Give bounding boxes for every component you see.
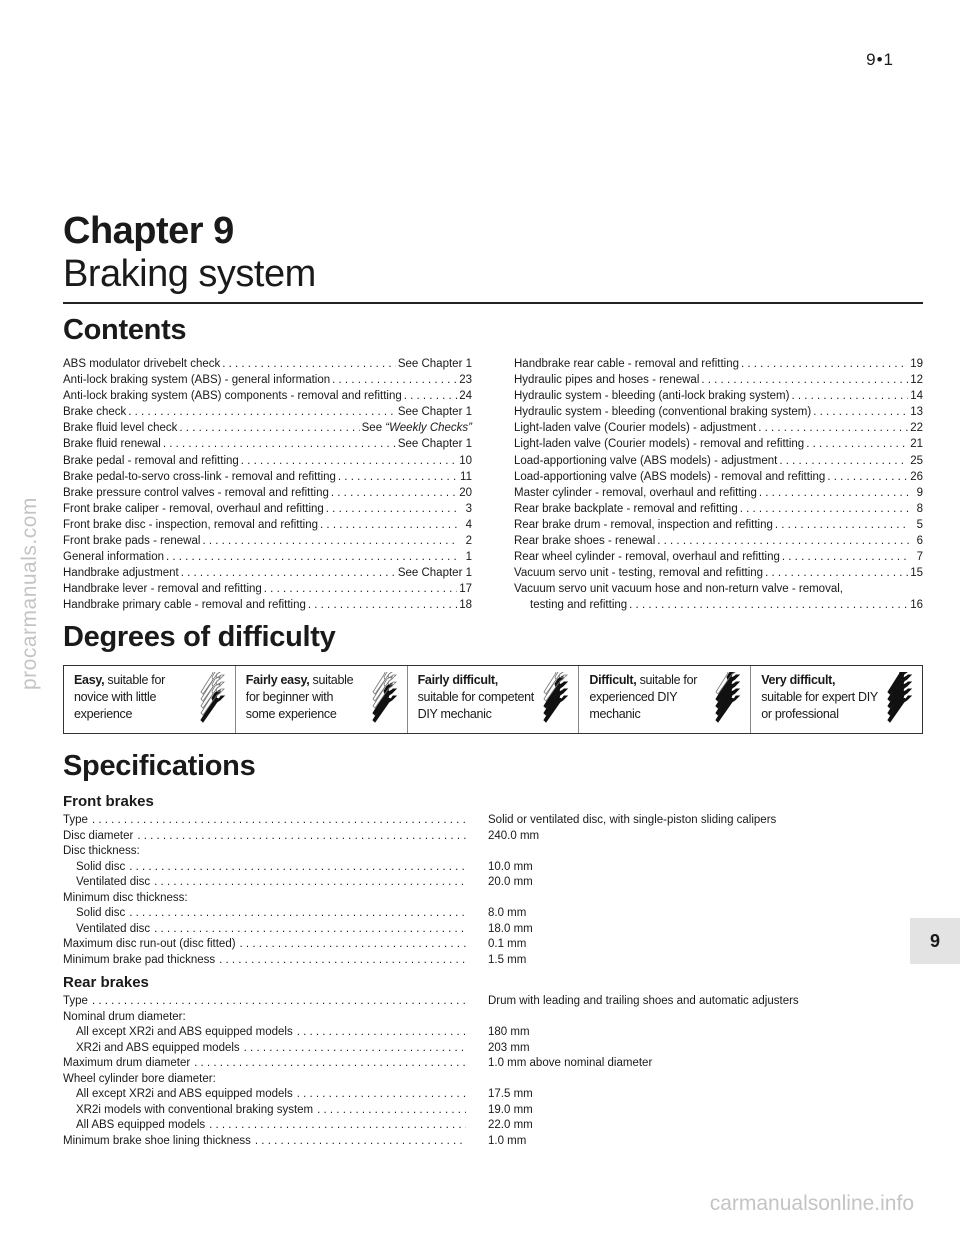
- contents-entry[interactable]: [514, 469, 923, 485]
- spec-label: Minimum disc thickness:: [63, 891, 188, 904]
- contents-entry-label: Rear brake backplate - removal and refitting: [514, 502, 738, 515]
- leader-dots: [154, 875, 466, 891]
- contents-entry[interactable]: [63, 388, 472, 404]
- contents-entry[interactable]: [514, 597, 923, 613]
- contents-entry-label: Handbrake primary cable - removal and refitting: [63, 599, 306, 612]
- spec-label: Nominal drum diameter:: [63, 1010, 186, 1023]
- spec-value: 1.0 mm: [488, 1134, 527, 1147]
- leader-dots: [297, 1087, 466, 1103]
- spec-label: Type: [63, 995, 88, 1007]
- leader-dots: [129, 860, 466, 876]
- difficulty-level: [236, 666, 408, 733]
- contents-left-column: [63, 356, 472, 614]
- spec-value: 180 mm: [488, 1026, 530, 1038]
- spec-label: Type: [63, 814, 88, 826]
- leader-dots: [782, 549, 909, 565]
- wrench-rating-icon: [714, 672, 744, 728]
- contents-entry[interactable]: [63, 565, 472, 581]
- contents-entry-page: 1: [465, 551, 472, 564]
- spec-row: [63, 829, 923, 845]
- difficulty-level-name: Easy,: [74, 673, 105, 687]
- contents-entry-page: 19: [910, 358, 923, 370]
- difficulty-level: [579, 666, 751, 733]
- difficulty-level-desc: suitable for: [636, 673, 698, 687]
- contents-entry[interactable]: [63, 485, 472, 501]
- spec-value: 19.0 mm: [488, 1103, 533, 1116]
- spec-row: [63, 994, 923, 1010]
- leader-dots: [657, 533, 909, 549]
- spec-row: [63, 906, 923, 922]
- contents-entry-page: 20: [459, 486, 472, 499]
- contents-entry-page: 22: [910, 422, 923, 435]
- contents-entry-label: Master cylinder - removal, overhaul and refitting: [514, 486, 757, 499]
- spec-row: [63, 937, 923, 953]
- page-number: 9•1: [866, 50, 894, 69]
- contents-entry-label: General information: [63, 551, 164, 564]
- spec-label: Maximum drum diameter: [63, 1057, 191, 1069]
- contents-entry[interactable]: [514, 404, 923, 420]
- difficulty-scale: [63, 665, 923, 734]
- spec-value: 18.0 mm: [488, 922, 533, 935]
- contents-entry[interactable]: [63, 517, 472, 533]
- spec-label: All except XR2i and ABS equipped models: [76, 1026, 293, 1038]
- contents-entry[interactable]: [514, 565, 923, 581]
- leader-dots: [222, 356, 396, 372]
- leader-dots: [129, 906, 466, 922]
- spec-value: Solid or ventilated disc, with single-piston sliding calipers: [488, 814, 777, 826]
- spec-section-title: Front brakes: [63, 793, 154, 810]
- spec-section-title: Rear brakes: [63, 974, 149, 991]
- difficulty-level-name: Very difficult,: [761, 673, 836, 687]
- difficulty-level-desc: experience: [74, 707, 133, 721]
- spec-label: All ABS equipped models: [76, 1119, 206, 1131]
- contents-entry[interactable]: [63, 420, 472, 436]
- difficulty-level-name: Difficult,: [589, 673, 637, 687]
- spec-row: [63, 922, 923, 938]
- contents-entry[interactable]: [514, 436, 923, 452]
- leader-dots: [775, 517, 909, 533]
- difficulty-level-desc: some experience: [245, 707, 337, 721]
- wrench-rating-icon: [542, 672, 572, 728]
- contents-entry-page: See Chapter 1: [397, 406, 472, 419]
- contents-entry-page: 13: [910, 406, 923, 419]
- spec-label: Ventilated disc: [76, 922, 151, 935]
- leader-dots: [827, 469, 908, 485]
- spec-label: Ventilated disc: [76, 876, 151, 888]
- leader-dots: [759, 485, 909, 501]
- contents-entry-label: Hydraulic pipes and hoses - renewal: [514, 374, 700, 387]
- contents-entry-label: Light-laden valve (Courier models) - adjustment: [514, 422, 757, 435]
- leader-dots: [791, 388, 908, 404]
- spec-value: 10.0 mm: [488, 860, 533, 873]
- contents-entry-label: Rear brake drum - removal, inspection and refitting: [514, 518, 773, 531]
- spec-row: [63, 1118, 923, 1134]
- contents-entry-page: 15: [910, 567, 923, 580]
- contents-entry[interactable]: [514, 372, 923, 388]
- spec-label: All except XR2i and ABS equipped models: [76, 1088, 293, 1100]
- difficulty-level-name: Fairly easy,: [245, 673, 310, 687]
- contents-entry-label: Load-apportioning valve (ABS models) - adjustment: [514, 454, 778, 467]
- contents-entry-label: Anti-lock braking system (ABS) components - removal and refitting: [63, 390, 402, 403]
- contents-entry-label: Front brake disc - inspection, removal and refitting: [63, 518, 319, 531]
- contents-entry-page: 26: [910, 470, 923, 483]
- spec-row: [63, 1072, 923, 1088]
- spec-row: [63, 1025, 923, 1041]
- leader-dots: [255, 1134, 466, 1150]
- specifications-heading: Specifications: [63, 750, 256, 782]
- leader-dots: [629, 597, 908, 613]
- contents-entry-label: Rear wheel cylinder - removal, overhaul and refitting: [514, 551, 780, 564]
- leader-dots: [194, 1056, 466, 1072]
- contents-entry-label: Brake pressure control valves - removal and refitting: [63, 486, 329, 499]
- leader-dots: [326, 501, 458, 517]
- leader-dots: [92, 813, 466, 829]
- contents-right-column: [514, 356, 923, 614]
- contents-entry-label: Brake fluid renewal: [63, 438, 161, 451]
- difficulty-level-desc: suitable: [309, 673, 354, 687]
- leader-dots: [209, 1118, 466, 1134]
- spec-value: 0.1 mm: [488, 938, 527, 950]
- spec-value: 17.5 mm: [488, 1088, 533, 1100]
- leader-dots: [813, 404, 908, 420]
- spec-label: Maximum disc run-out (disc fitted): [63, 938, 236, 950]
- spec-value: 203 mm: [488, 1041, 530, 1054]
- spec-row: [63, 891, 923, 907]
- difficulty-level-desc: suitable for expert DIY: [761, 690, 878, 704]
- leader-dots: [741, 356, 908, 372]
- difficulty-level-desc: mechanic: [589, 707, 641, 721]
- contents-heading: Contents: [63, 314, 187, 346]
- contents-entry[interactable]: [63, 469, 472, 485]
- contents-entry[interactable]: [63, 356, 472, 372]
- leader-dots: [320, 517, 458, 533]
- leader-dots: [181, 565, 396, 581]
- title-divider: [63, 302, 923, 304]
- difficulty-level-desc: novice with little: [74, 690, 157, 704]
- contents-entry-label: Brake pedal-to-servo cross-link - removal and refitting: [63, 470, 336, 483]
- chapter-title: Chapter 9: [63, 210, 234, 252]
- contents-entry-page: 11: [460, 470, 472, 483]
- contents-entry[interactable]: [514, 453, 923, 469]
- leader-dots: [244, 1041, 466, 1057]
- contents-entry-page: 25: [910, 454, 923, 467]
- contents-entry-label: Light-laden valve (Courier models) - removal and refitting: [514, 438, 805, 451]
- contents-entry[interactable]: [514, 549, 923, 565]
- contents-entry-page: 9: [916, 486, 923, 499]
- contents-entry-page: 23: [459, 374, 472, 387]
- leader-dots: [264, 581, 457, 597]
- contents-entry-label: Front brake pads - renewal: [63, 535, 201, 548]
- spec-value: Drum with leading and trailing shoes and automatic adjusters: [488, 995, 799, 1007]
- contents-entry-page: 4: [465, 518, 472, 531]
- contents-entry[interactable]: [514, 388, 923, 404]
- leader-dots: [740, 501, 909, 517]
- leader-dots: [219, 953, 466, 969]
- contents-entry[interactable]: [63, 597, 472, 613]
- contents-entry[interactable]: [514, 501, 923, 517]
- leader-dots: [404, 388, 457, 404]
- spec-row: [63, 1056, 923, 1072]
- spec-value: 20.0 mm: [488, 876, 533, 888]
- contents-entry-page: 8: [916, 502, 923, 515]
- contents-entry[interactable]: [63, 549, 472, 565]
- leader-dots: [240, 937, 466, 953]
- wrench-rating-icon: [371, 672, 401, 728]
- contents-entry-page: 18: [459, 599, 472, 612]
- spec-label: Disc thickness:: [63, 845, 140, 857]
- leader-dots: [137, 829, 466, 845]
- contents-entry[interactable]: [63, 533, 472, 549]
- leader-dots: [332, 372, 457, 388]
- contents-entry-page: 14: [910, 390, 923, 403]
- contents-entry-page: 7: [916, 551, 923, 564]
- contents-entry-label: Anti-lock braking system (ABS) - general information: [63, 374, 331, 387]
- leader-dots: [779, 453, 908, 469]
- spec-row: [63, 875, 923, 891]
- leader-dots: [338, 469, 458, 485]
- contents-entry-label: Hydraulic system - bleeding (conventional braking system): [514, 406, 812, 419]
- contents-entry-page: 10: [459, 454, 472, 467]
- spec-row: [63, 1087, 923, 1103]
- contents-entry-page: 21: [910, 438, 923, 451]
- contents-entry-label: Handbrake rear cable - removal and refitting: [514, 358, 740, 370]
- leader-dots: [765, 565, 908, 581]
- contents-entry[interactable]: [514, 581, 923, 597]
- leader-dots: [331, 485, 457, 501]
- chapter-subtitle: Braking system: [63, 253, 316, 295]
- contents-entry[interactable]: [63, 372, 472, 388]
- contents-entry-label: Brake check: [63, 406, 127, 419]
- spec-label: XR2i and ABS equipped models: [76, 1041, 240, 1054]
- contents-entry-label: testing and refitting: [530, 599, 628, 612]
- leader-dots: [128, 404, 396, 420]
- contents-entry-label: Brake fluid level check: [63, 422, 178, 435]
- contents-entry-page: 2: [465, 535, 472, 548]
- difficulty-level-desc: or professional: [761, 707, 839, 721]
- spec-label: Minimum brake shoe lining thickness: [63, 1134, 251, 1147]
- leader-dots: [202, 533, 458, 549]
- contents-entry-label: Handbrake adjustment: [63, 567, 179, 580]
- spec-value: 1.0 mm above nominal diameter: [488, 1057, 653, 1069]
- difficulty-level: [751, 666, 922, 733]
- leader-dots: [308, 597, 457, 613]
- spec-label: Solid disc: [76, 907, 126, 919]
- contents-entry-page: See “Weekly Checks”: [361, 422, 472, 435]
- wrench-rating-icon: [199, 672, 229, 728]
- contents-entry[interactable]: [63, 404, 472, 420]
- contents-entry-label: Load-apportioning valve (ABS models) - removal and refitting: [514, 470, 826, 483]
- difficulty-level-desc: experienced DIY: [589, 690, 678, 704]
- watermark-carmanualsonline: carmanualsonline.info: [709, 1192, 914, 1215]
- contents-entry[interactable]: [514, 533, 923, 549]
- contents-entry-label: Handbrake lever - removal and refitting: [63, 583, 262, 596]
- contents-entry[interactable]: [63, 436, 472, 452]
- contents-entry-page: 24: [459, 390, 472, 403]
- contents-entry[interactable]: [514, 356, 923, 372]
- spec-row: [63, 953, 923, 969]
- contents-entry-page: See Chapter 1: [397, 358, 472, 370]
- contents-entry-label: ABS modulator drivebelt check: [63, 358, 221, 370]
- spec-value: 22.0 mm: [488, 1119, 533, 1131]
- contents-entry-page: 6: [916, 535, 923, 548]
- leader-dots: [154, 922, 466, 938]
- leader-dots: [317, 1103, 466, 1119]
- contents-entry-page: See Chapter 1: [397, 438, 472, 451]
- contents-entry-label: Brake pedal - removal and refitting: [63, 454, 239, 467]
- difficulty-level-desc: for beginner with: [245, 690, 334, 704]
- leader-dots: [758, 420, 908, 436]
- contents-entry-label: Rear brake shoes - renewal: [514, 535, 656, 548]
- leader-dots: [166, 549, 458, 565]
- spec-value: 240.0 mm: [488, 829, 540, 842]
- spec-row: [63, 1103, 923, 1119]
- contents-entry[interactable]: [63, 501, 472, 517]
- leader-dots: [163, 436, 396, 452]
- leader-dots: [297, 1025, 466, 1041]
- contents-list: [63, 356, 923, 614]
- contents-entry-label: Hydraulic system - bleeding (anti-lock braking system): [514, 390, 790, 403]
- leader-dots: [92, 994, 466, 1010]
- spec-row: [63, 1010, 923, 1026]
- spec-row: [63, 844, 923, 860]
- spec-label: Disc diameter: [63, 829, 134, 842]
- watermark-procarmanuals: procarmanuals.com: [18, 497, 41, 690]
- contents-entry[interactable]: [514, 485, 923, 501]
- spec-value: 8.0 mm: [488, 907, 527, 919]
- difficulty-level-desc: suitable for competent: [417, 690, 534, 704]
- spec-row: [63, 1134, 923, 1150]
- spec-label: Solid disc: [76, 860, 126, 873]
- chapter-tab[interactable]: 9: [910, 918, 960, 964]
- contents-entry[interactable]: [63, 453, 472, 469]
- contents-entry-page: 5: [916, 518, 923, 531]
- contents-entry-page: 16: [910, 599, 923, 612]
- difficulty-level: [408, 666, 580, 733]
- spec-row: [63, 813, 923, 829]
- contents-entry[interactable]: [63, 581, 472, 597]
- contents-entry[interactable]: [514, 517, 923, 533]
- difficulty-level-desc: suitable for: [104, 673, 165, 687]
- leader-dots: [179, 420, 359, 436]
- leader-dots: [806, 436, 908, 452]
- spec-value: 1.5 mm: [488, 953, 527, 966]
- contents-entry-page: 3: [465, 502, 472, 515]
- leader-dots: [701, 372, 908, 388]
- spec-label: XR2i models with conventional braking system: [76, 1103, 314, 1116]
- difficulty-heading: Degrees of difficulty: [63, 621, 336, 653]
- difficulty-level: [64, 666, 236, 733]
- leader-dots: [241, 453, 457, 469]
- contents-entry-label: Vacuum servo unit - testing, removal and refitting: [514, 567, 764, 580]
- difficulty-level-desc: DIY mechanic: [417, 707, 492, 721]
- contents-entry-page: See Chapter 1: [397, 567, 472, 580]
- spec-label: Minimum brake pad thickness: [63, 953, 216, 966]
- contents-entry-label: Vacuum servo unit vacuum hose and non-return valve - removal,: [514, 583, 843, 596]
- spec-row: [63, 860, 923, 876]
- difficulty-level-name: Fairly difficult,: [417, 673, 498, 687]
- contents-entry-label: Front brake caliper - removal, overhaul and refitting: [63, 502, 324, 515]
- contents-entry-page: 17: [459, 583, 472, 596]
- spec-label: Wheel cylinder bore diameter:: [63, 1072, 216, 1085]
- wrench-rating-icon: [886, 672, 916, 728]
- contents-entry-page: 12: [910, 374, 923, 387]
- contents-entry[interactable]: [514, 420, 923, 436]
- spec-row: [63, 1041, 923, 1057]
